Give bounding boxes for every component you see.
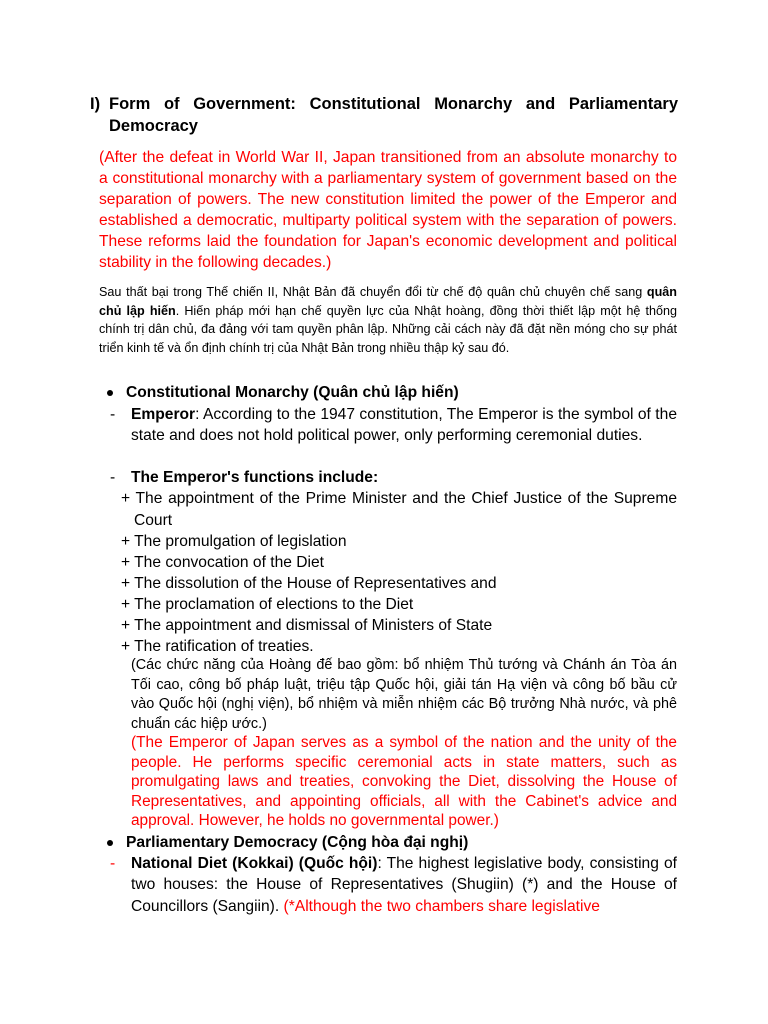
bullet-dot-icon bbox=[107, 390, 113, 396]
section-heading bbox=[90, 93, 678, 137]
dash-marker: - bbox=[110, 469, 116, 486]
emperor-label: Emperor bbox=[131, 406, 196, 423]
diet-label: National Diet (Kokkai) (Quốc hội) bbox=[131, 855, 378, 872]
bullet-dot-icon bbox=[107, 840, 113, 846]
diet-text: : The highest legislative body, consisting of two houses: the House of Representatives (Shugiin) (*) and the House of Councillors (Sangiin). bbox=[131, 855, 677, 915]
national-diet-item bbox=[110, 853, 677, 917]
intro-english: (After the defeat in World War II, Japan transitioned from an absolute monarchy to a constitutional monarchy with a parliamentary system of government based on the separation of powers. The new constitution limited the power of the Emperor and established a democratic, multiparty political system with the separation of powers. These reforms laid the foundation for Japan's economic development and political stability in the following decades.) bbox=[99, 149, 677, 271]
heading-number: I) bbox=[90, 95, 101, 113]
heading-line-1: Form of Government: Constitutional Monarchy and Parliamentary bbox=[109, 95, 678, 113]
bullet-label: Constitutional Monarchy (Quân chủ lập hiến) bbox=[126, 384, 459, 401]
intro-vi-part2: . Hiến pháp mới hạn chế quyền lực của Nhật hoàng, đồng thời thiết lập một hệ thống chính trị dân chủ, đa đảng với tam quyền phân lập. Những cải cách này đã đặt nền móng cho sự phát triển kinh tế và ổn định chính trị của Nhật Bản trong nhiều thập kỷ sau đó. bbox=[99, 303, 677, 355]
function-list-item: + The appointment of the Prime Minister and the Chief Justice of the Supreme Court bbox=[121, 490, 677, 529]
function-list-item: + The ratification of treaties. bbox=[121, 638, 314, 655]
function-list-item: + The proclamation of elections to the Diet bbox=[121, 596, 414, 613]
functions-label: The Emperor's functions include: bbox=[131, 469, 379, 486]
function-list-item: + The dissolution of the House of Representatives and bbox=[121, 575, 497, 592]
emperor-english-note: (The Emperor of Japan serves as a symbol of the nation and the unity of the people. He performs specific ceremonial acts in state matters, such as promulgating laws and treaties, convoking the Diet, dissolving the House of Representatives, and appointing officials, all with the Cabinet's advice and approval. However, he holds no governmental power.) bbox=[131, 734, 677, 830]
intro-vi-bold: quân chủ lập hiến bbox=[99, 285, 677, 318]
diet-red-note: (*Although the two chambers share legislative bbox=[283, 897, 600, 915]
function-list-item: + The appointment and dismissal of Ministers of State bbox=[121, 617, 493, 634]
emperor-item bbox=[110, 404, 677, 447]
functions-vietnamese-note: (Các chức năng của Hoàng đế bao gồm: bổ nhiệm Thủ tướng và Chánh án Tòa án Tối cao, công bố pháp luật, triệu tập Quốc hội, giải tán Hạ viện và công bố bầu cử vào Quốc hội (nghị viện), bổ nhiệm và miễn nhiệm các Bộ trưởng Nhà nước, và phê chuẩn các hiệp ước.) bbox=[131, 657, 677, 732]
intro-vi-part1: Sau thất bại trong Thế chiến II, Nhật Bản đã chuyển đổi từ chế độ quân chủ chuyên chế sang bbox=[99, 285, 647, 299]
dash-marker: - bbox=[110, 406, 116, 423]
bullet-label: Parliamentary Democracy (Cộng hòa đại nghị) bbox=[126, 834, 469, 851]
function-list-item: + The convocation of the Diet bbox=[121, 554, 324, 571]
emperor-text: : According to the 1947 constitution, The Emperor is the symbol of the state and does not hold political power, only performing ceremonial duties. bbox=[131, 406, 677, 445]
heading-line-2: Democracy bbox=[109, 117, 198, 135]
dash-marker: - bbox=[110, 855, 116, 872]
intro-vietnamese bbox=[99, 283, 677, 357]
function-list-item: + The promulgation of legislation bbox=[121, 533, 347, 550]
functions-item bbox=[110, 467, 677, 488]
